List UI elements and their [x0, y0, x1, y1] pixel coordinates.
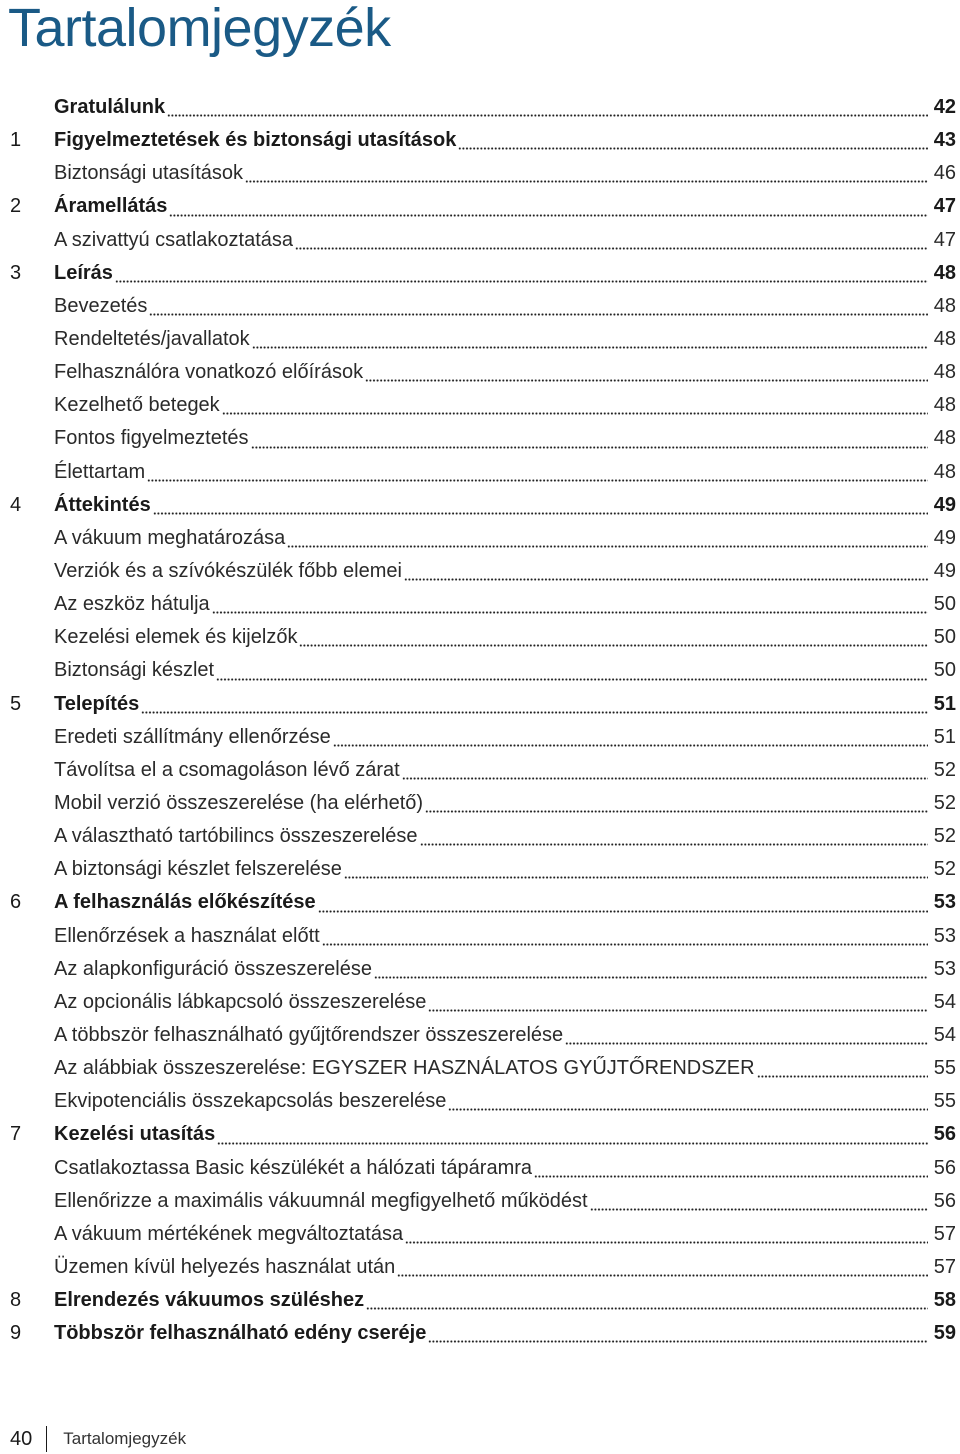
toc-entry-title: A felhasználás előkészítése	[54, 891, 316, 914]
toc-chapter-row[interactable]	[10, 1317, 956, 1350]
toc-section-row[interactable]	[10, 787, 956, 820]
toc-entry-title: Leírás	[54, 261, 113, 284]
toc-entry-title: Elrendezés vákuumos szüléshez	[54, 1289, 365, 1312]
toc-section-row[interactable]	[10, 522, 956, 555]
toc-section-row[interactable]	[10, 1152, 956, 1185]
toc-dot-leader	[251, 429, 928, 449]
toc-dot-leader	[458, 130, 928, 150]
page-title: Tartalomjegyzék	[8, 0, 391, 58]
toc-entry-number: 5	[10, 692, 22, 715]
toc-entry-title: Távolítsa el a csomagoláson lévő zárat	[54, 758, 400, 781]
toc-entry-number: 4	[10, 493, 22, 516]
toc-entry-title: Eredeti szállítmány ellenőrzése	[54, 725, 331, 748]
toc-entry-title: Telepítés	[54, 692, 140, 715]
toc-dot-leader	[169, 197, 928, 217]
toc-dot-leader	[405, 1224, 928, 1244]
toc-entry-page: 56	[933, 1189, 956, 1212]
toc-dot-leader	[299, 627, 928, 647]
toc-section-row[interactable]	[10, 721, 956, 754]
toc-entry-title: Áttekintés	[54, 493, 151, 516]
toc-section-row[interactable]	[10, 1218, 956, 1251]
toc-chapter-row[interactable]	[10, 257, 956, 290]
toc-entry-title: Kezelési utasítás	[54, 1123, 216, 1146]
toc-entry-title: A biztonsági készlet felszerelése	[54, 858, 342, 881]
toc-entry-page: 55	[933, 1057, 956, 1080]
toc-entry-title: Rendeltetés/javallatok	[54, 327, 250, 350]
toc-entry-page: 48	[933, 327, 956, 350]
toc-chapter-row[interactable]	[10, 91, 956, 124]
toc-entry-title: Gratulálunk	[54, 96, 166, 118]
toc-entry-page: 50	[933, 659, 956, 682]
toc-dot-leader	[167, 97, 928, 117]
toc-dot-leader	[245, 163, 928, 183]
toc-dot-leader	[420, 826, 928, 846]
toc-entry-title: Fontos figyelmeztetés	[54, 427, 249, 450]
toc-dot-leader	[428, 992, 928, 1012]
toc-entry-title: Üzemen kívül helyezés használat után	[54, 1255, 396, 1278]
toc-entry-title: Élettartam	[54, 460, 146, 483]
toc-entry-page: 49	[933, 559, 956, 582]
toc-entry-page: 52	[933, 758, 956, 781]
toc-section-row[interactable]	[10, 224, 956, 257]
toc-entry-title: A vákuum meghatározása	[54, 526, 286, 549]
toc-entry-page: 53	[933, 891, 956, 914]
toc-entry-title: A vákuum mértékének megváltoztatása	[54, 1222, 404, 1245]
toc-chapter-row[interactable]	[10, 1118, 956, 1151]
toc-entry-page: 42	[933, 96, 956, 118]
toc-entry-page: 46	[933, 162, 956, 185]
toc-dot-leader	[322, 926, 928, 946]
toc-section-row[interactable]	[10, 422, 956, 455]
toc-chapter-row[interactable]	[10, 886, 956, 919]
toc-entry-page: 49	[933, 526, 956, 549]
toc-dot-leader	[222, 395, 928, 415]
toc-entry-page: 58	[933, 1289, 956, 1312]
toc-dot-leader	[147, 462, 928, 482]
toc-section-row[interactable]	[10, 1185, 956, 1218]
toc-entry-page: 47	[933, 195, 956, 218]
toc-section-row[interactable]	[10, 953, 956, 986]
toc-dot-leader	[318, 893, 928, 913]
toc-entry-page: 56	[933, 1156, 956, 1179]
toc-dot-leader	[216, 661, 928, 681]
toc-entry-page: 51	[933, 725, 956, 748]
toc-dot-leader	[428, 1323, 928, 1343]
toc-chapter-row[interactable]	[10, 124, 956, 157]
toc-entry-title: Biztonsági készlet	[54, 659, 215, 682]
toc-entry-title: Az opcionális lábkapcsoló összeszerelése	[54, 990, 427, 1013]
toc-entry-page: 48	[933, 460, 956, 483]
toc-chapter-row[interactable]	[10, 190, 956, 223]
toc-dot-leader	[149, 296, 928, 316]
toc-entry-page: 48	[933, 427, 956, 450]
toc-entry-page: 54	[933, 990, 956, 1013]
toc-dot-leader	[252, 329, 928, 349]
toc-entry-title: Ellenőrizze a maximális vákuumnál megfigyelhető működést	[54, 1189, 588, 1212]
toc-dot-leader	[448, 1091, 928, 1111]
toc-entry-page: 59	[933, 1322, 956, 1345]
toc-section-row[interactable]	[10, 323, 956, 356]
toc-dot-leader	[374, 959, 928, 979]
toc-entry-title: Mobil verzió összeszerelése (ha elérhető)	[54, 791, 424, 814]
toc-entry-number: 1	[10, 129, 22, 152]
toc-section-row[interactable]	[10, 754, 956, 787]
table-of-contents	[10, 91, 956, 1350]
toc-section-row[interactable]	[10, 356, 956, 389]
toc-dot-leader	[217, 1125, 928, 1145]
toc-section-row[interactable]	[10, 820, 956, 853]
toc-entry-page: 52	[933, 825, 956, 848]
toc-entry-page: 53	[933, 924, 956, 947]
toc-dot-leader	[757, 1058, 928, 1078]
toc-chapter-row[interactable]	[10, 688, 956, 721]
toc-entry-title: Felhasználóra vonatkozó előírások	[54, 361, 364, 384]
toc-entry-number: 3	[10, 261, 22, 284]
toc-section-row[interactable]	[10, 456, 956, 489]
toc-dot-leader	[115, 263, 928, 283]
toc-entry-page: 48	[933, 394, 956, 417]
toc-section-row[interactable]	[10, 920, 956, 953]
toc-entry-number: 9	[10, 1322, 22, 1345]
toc-dot-leader	[344, 859, 928, 879]
toc-entry-title: Az eszköz hátulja	[54, 593, 210, 616]
toc-dot-leader	[333, 727, 928, 747]
toc-entry-title: Figyelmeztetések és biztonsági utasítások	[54, 129, 457, 152]
toc-dot-leader	[565, 1025, 928, 1045]
toc-entry-page: 47	[933, 228, 956, 251]
toc-dot-leader	[402, 760, 928, 780]
toc-entry-page: 43	[933, 129, 956, 152]
toc-dot-leader	[153, 495, 928, 515]
toc-section-row[interactable]	[10, 389, 956, 422]
toc-entry-title: Többször felhasználható edény cseréje	[54, 1322, 427, 1345]
toc-section-row[interactable]	[10, 588, 956, 621]
toc-section-row[interactable]	[10, 157, 956, 190]
toc-section-row[interactable]	[10, 986, 956, 1019]
toc-section-row[interactable]	[10, 1019, 956, 1052]
footer-divider	[46, 1426, 47, 1452]
toc-entry-title: Verziók és a szívókészülék főbb elemei	[54, 559, 402, 582]
footer-page-number: 40	[10, 1427, 33, 1450]
page-footer	[10, 1424, 186, 1454]
toc-entry-page: 48	[933, 261, 956, 284]
toc-entry-title: Áramellátás	[54, 195, 168, 218]
toc-entry-page: 52	[933, 791, 956, 814]
toc-section-row[interactable]	[10, 290, 956, 323]
toc-dot-leader	[295, 230, 928, 250]
toc-entry-title: Az alapkonfiguráció összeszerelése	[54, 957, 372, 980]
toc-entry-title: Biztonsági utasítások	[54, 162, 243, 185]
toc-entry-page: 50	[933, 593, 956, 616]
footer-section-label: Tartalomjegyzék	[63, 1429, 187, 1448]
toc-entry-title: Kezelhető betegek	[54, 394, 220, 417]
toc-entry-title: A többször felhasználható gyűjtőrendszer összeszerelése	[54, 1023, 564, 1046]
toc-entry-page: 53	[933, 957, 956, 980]
toc-dot-leader	[534, 1158, 928, 1178]
toc-entry-page: 54	[933, 1023, 956, 1046]
toc-chapter-row[interactable]	[10, 489, 956, 522]
toc-section-row[interactable]	[10, 654, 956, 687]
toc-section-row[interactable]	[10, 853, 956, 886]
toc-entry-number: 8	[10, 1289, 22, 1312]
toc-entry-title: A szivattyú csatlakoztatása	[54, 228, 294, 251]
toc-section-row[interactable]	[10, 1052, 956, 1085]
toc-entry-title: Ellenőrzések a használat előtt	[54, 924, 320, 947]
toc-section-row[interactable]	[10, 621, 956, 654]
toc-entry-title: Csatlakoztassa Basic készülékét a hálózati tápáramra	[54, 1156, 533, 1179]
toc-dot-leader	[366, 1290, 928, 1310]
toc-entry-number: 2	[10, 195, 22, 218]
toc-dot-leader	[404, 561, 928, 581]
toc-entry-title: Az alábbiak összeszerelése: EGYSZER HASZNÁLATOS GYŰJTŐRENDSZER	[54, 1057, 755, 1080]
toc-entry-page: 56	[933, 1123, 956, 1146]
toc-section-row[interactable]	[10, 1251, 956, 1284]
toc-entry-page: 57	[933, 1255, 956, 1278]
toc-entry-page: 52	[933, 858, 956, 881]
toc-entry-page: 48	[933, 361, 956, 384]
toc-entry-title: Kezelési elemek és kijelzők	[54, 626, 298, 649]
toc-dot-leader	[590, 1191, 928, 1211]
toc-entry-page: 50	[933, 626, 956, 649]
toc-entry-page: 55	[933, 1090, 956, 1113]
toc-dot-leader	[425, 793, 928, 813]
toc-chapter-row[interactable]	[10, 1284, 956, 1317]
toc-dot-leader	[212, 594, 928, 614]
toc-entry-number: 6	[10, 891, 22, 914]
toc-entry-number: 7	[10, 1123, 22, 1146]
toc-section-row[interactable]	[10, 1085, 956, 1118]
toc-entry-page: 49	[933, 493, 956, 516]
toc-entry-page: 51	[933, 692, 956, 715]
toc-entry-page: 48	[933, 294, 956, 317]
toc-dot-leader	[287, 528, 928, 548]
toc-entry-title: Bevezetés	[54, 294, 148, 317]
toc-dot-leader	[141, 694, 928, 714]
toc-dot-leader	[397, 1257, 928, 1277]
toc-entry-title: Ekvipotenciális összekapcsolás beszerelése	[54, 1090, 447, 1113]
toc-entry-page: 57	[933, 1222, 956, 1245]
toc-entry-title: A választható tartóbilincs összeszerelése	[54, 825, 418, 848]
toc-dot-leader	[365, 362, 928, 382]
toc-section-row[interactable]	[10, 555, 956, 588]
